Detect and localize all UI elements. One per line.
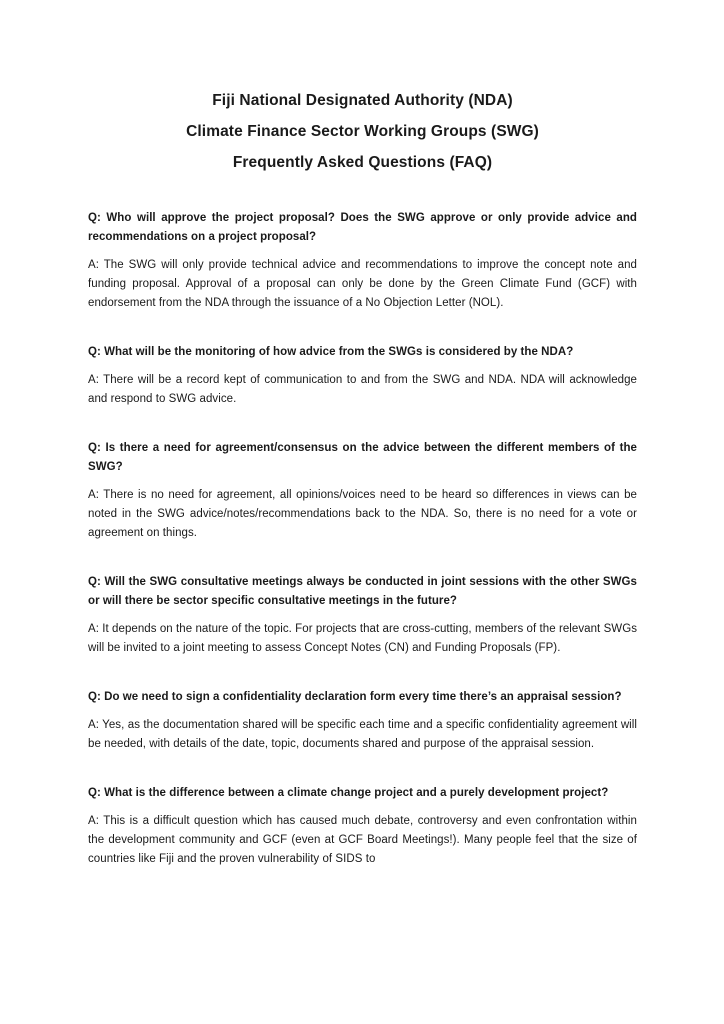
faq-question: Q: Will the SWG consultative meetings always be conducted in joint sessions with the other SWGs or will there be sector specific consultative meetings in the future? [88,576,637,607]
faq-item [88,439,637,543]
faq-list [88,209,637,869]
faq-item [88,343,637,409]
faq-answer: A: There is no need for agreement, all opinions/voices need to be heard so differences in views can be noted in the SWG advice/notes/recommendations back to the NDA. So, there is no need for a vote or agreement on things. [88,489,637,539]
document-title-line-1: Fiji National Designated Authority (NDA) [212,92,513,109]
document-title-line-2: Climate Finance Sector Working Groups (SWG) [186,123,539,140]
faq-item [88,784,637,869]
faq-question: Q: Who will approve the project proposal? Does the SWG approve or only provide advice and recommendations on a project proposal? [88,212,637,243]
document-title-block [88,85,637,178]
faq-question: Q: Is there a need for agreement/consensus on the advice between the different members of the SWG? [88,442,637,473]
faq-answer: A: It depends on the nature of the topic. For projects that are cross-cutting, members of the relevant SWGs will be invited to a joint meeting to assess Concept Notes (CN) and Funding Proposals (FP). [88,623,637,654]
faq-answer: A: There will be a record kept of communication to and from the SWG and NDA. NDA will acknowledge and respond to SWG advice. [88,374,637,405]
document-title-line-3: Frequently Asked Questions (FAQ) [232,154,493,171]
faq-question: Q: What is the difference between a climate change project and a purely development project? [88,787,609,799]
faq-question: Q: Do we need to sign a confidentiality declaration form every time there’s an appraisal session? [88,691,622,703]
faq-answer: A: The SWG will only provide technical advice and recommendations to improve the concept note and funding proposal. Approval of a proposal can only be done by the Green Climate Fund (GCF) with endorsement from the NDA through the issuance of a No Objection Letter (NOL). [88,259,637,309]
faq-item [88,688,637,754]
faq-item [88,209,637,313]
faq-item [88,573,637,658]
faq-answer: A: Yes, as the documentation shared will be specific each time and a specific confidentiality agreement will be needed, with details of the date, topic, documents shared and purpose of the appraisal session. [88,719,637,750]
faq-answer: A: This is a difficult question which has caused much debate, controversy and even confrontation within the development community and GCF (even at GCF Board Meetings!). Many people feel that the size of countries like Fiji and the proven vulnerability of SIDS to [88,815,637,865]
faq-question: Q: What will be the monitoring of how advice from the SWGs is considered by the NDA? [88,346,574,358]
